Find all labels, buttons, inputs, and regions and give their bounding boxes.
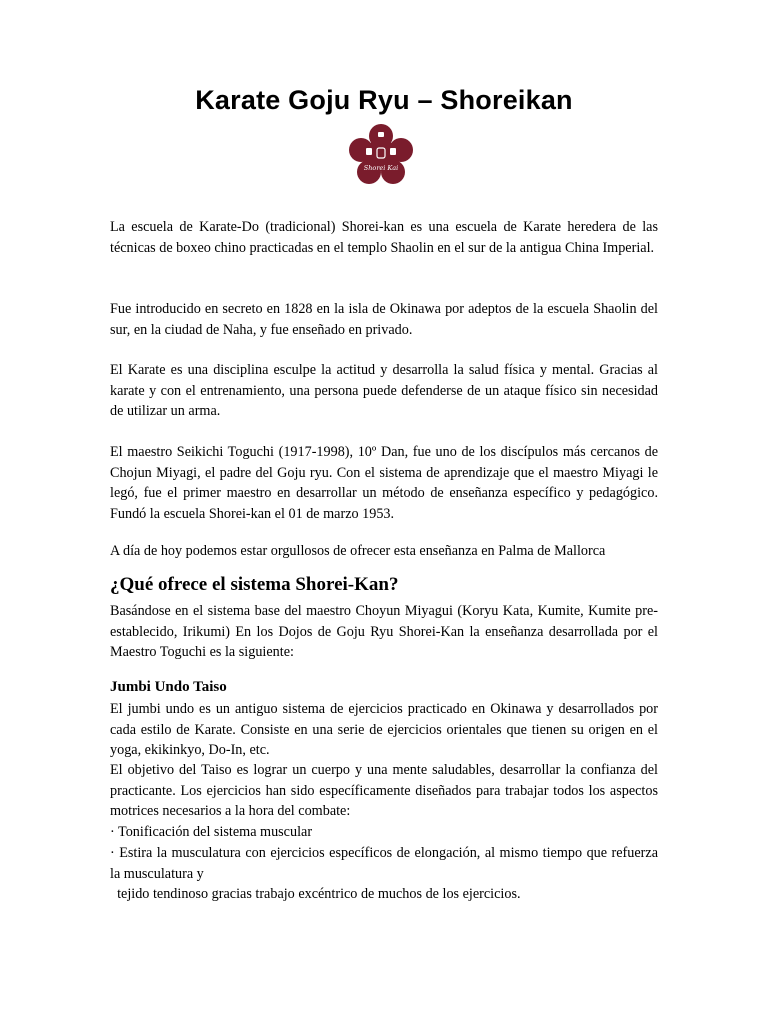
shorei-kai-logo	[349, 124, 413, 184]
bullet-item-continuation: tejido tendinoso gracias trabajo excéntrico de muchos de los ejercicios.	[110, 886, 521, 902]
section-heading: ¿Qué ofrece el sistema Shorei-Kan?	[110, 574, 399, 595]
bullet-item: · Tonificación del sistema muscular	[110, 824, 313, 840]
subsection-paragraph-2: El objetivo del Taiso es lograr un cuerpo y una mente saludables, desarrollar la confianza del practicante. Los ejercicios han sido específicamente diseñados para trabajar todos los aspectos motrices necesarios a la hora del combate:	[110, 762, 658, 819]
bullet-item: · Estira la musculatura con ejercicios específicos de elongación, al mismo tiempo que refuerza la musculatura y	[110, 845, 658, 882]
logo-text: Shorei Kai	[363, 164, 399, 172]
page-title: Karate Goju Ryu – Shoreikan	[195, 85, 573, 115]
subsection-heading: Jumbi Undo Taiso	[110, 679, 227, 695]
paragraph-2: Fue introducido en secreto en 1828 en la isla de Okinawa por adeptos de la escuela Shaolin del sur, en la ciudad de Naha, y fue enseñado en privado.	[110, 301, 658, 338]
paragraph-5: A día de hoy podemos estar orgullosos de ofrecer esta enseñanza en Palma de Mallorca	[110, 543, 606, 559]
paragraph-1: La escuela de Karate-Do (tradicional) Shorei-kan es una escuela de Karate heredera de las técnicas de boxeo chino practicadas en el templo Shaolin en el sur de la antigua China Imperial.	[110, 219, 658, 256]
subsection-paragraph-1: El jumbi undo es un antiguo sistema de ejercicios practicado en Okinawa y desarrollados por cada estilo de Karate. Consiste en una serie de ejercicios orientales que tienen su origen en el yoga, ekikinkyo, Do-In, etc.	[110, 701, 658, 758]
paragraph-3: El Karate es una disciplina esculpe la actitud y desarrolla la salud física y mental. Gracias al karate y con el entrenamiento, una persona puede defenderse de un ataque físico sin necesidad de utilizar un arma.	[110, 362, 658, 419]
section-intro: Basándose en el sistema base del maestro Choyun Miyagui (Koryu Kata, Kumite, Kumite pre-establecido, Irikumi) En los Dojos de Goju Ryu Shorei-Kan la enseñanza desarrollada por el Maestro Toguchi es la siguiente:	[110, 603, 658, 660]
paragraph-4: El maestro Seikichi Toguchi (1917-1998), 10º Dan, fue uno de los discípulos más cercanos de Chojun Miyagi, el padre del Goju ryu. Con el sistema de aprendizaje que el maestro Miyagi le legó, fue el primer maestro en desarrollar un método de enseñanza específico y pedagógico. Fundó la escuela Shorei-kan el 01 de marzo 1953.	[110, 444, 658, 522]
